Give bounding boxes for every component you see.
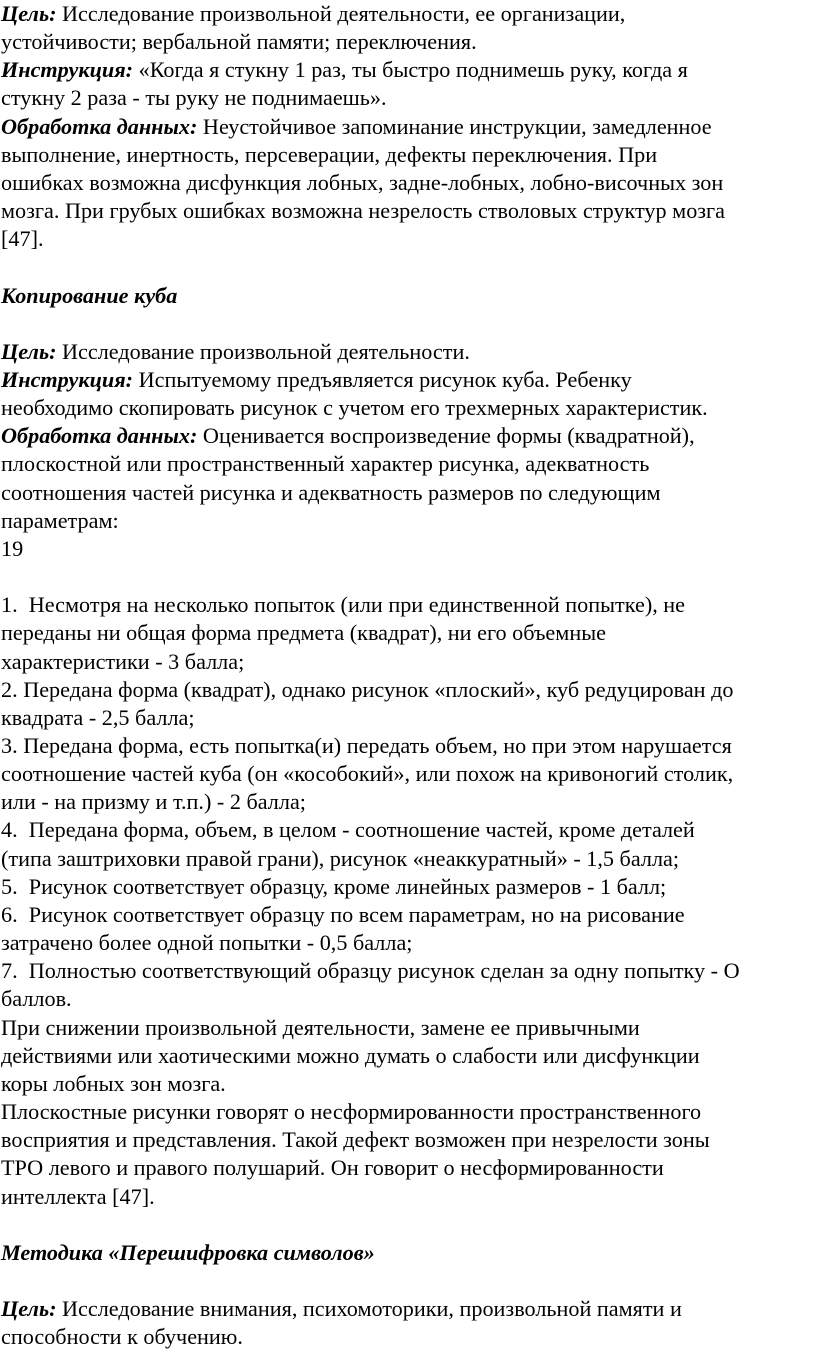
processing-line	[1, 422, 812, 450]
instruction-text-continued: необходимо скопировать рисунок с учетом его трехмерных характеристик.	[1, 395, 708, 421]
goal-label: Цель:	[1, 1, 57, 26]
scoring-list	[1, 591, 812, 1013]
processing-text-line: соотношения частей рисунка и адекватность размеров по следующим	[1, 479, 661, 505]
processing-text-line: плоскостной или пространственный характер рисунка, адекватность	[1, 451, 650, 477]
goal-text-continued: устойчивости; вербальной памяти; переключения.	[1, 29, 477, 55]
paragraph-line: интеллекта [47].	[1, 1183, 155, 1209]
goal-text-continued: способности к обучению.	[1, 1324, 243, 1350]
instruction-label: Инструкция:	[1, 367, 134, 392]
list-item: 6. Рисунок соответствует образцу по всем параметрам, но на рисование	[1, 901, 685, 927]
paragraph-line: действиями или хаотическими можно думать о слабости или дисфункции	[1, 1042, 700, 1068]
list-item: затрачено более одной попытки - 0,5 балла;	[1, 930, 413, 956]
instruction-text-continued: стукну 2 раза - ты руку не поднимаешь».	[1, 85, 387, 111]
list-item: 5. Рисунок соответствует образцу, кроме линейных размеров - 1 балл;	[1, 873, 667, 899]
list-item: 2. Передана форма (квадрат), однако рисунок «плоский», куб редуцирован до	[1, 676, 734, 702]
instruction-label: Инструкция:	[1, 57, 134, 83]
list-item: 3. Передана форма, есть попытка(и) передать объем, но при этом нарушается	[1, 733, 732, 759]
page-number: 19	[1, 535, 24, 561]
goal-label: Цель:	[1, 338, 57, 364]
goal-text: Исследование внимания, психомоторики, произвольной памяти и	[56, 1296, 682, 1322]
spacer	[1, 253, 812, 281]
list-item: соотношение частей куба (он «кособокий», или похож на кривоногий столик,	[1, 761, 734, 787]
paragraph-line: ТРО левого и правого полушарий. Он говорит о несформированности	[1, 1155, 664, 1181]
paragraph-planar	[1, 1098, 812, 1211]
instruction-line	[1, 56, 812, 84]
spacer	[1, 1211, 812, 1239]
paragraph-line: коры лобных зон мозга.	[1, 1070, 226, 1096]
processing-text-line: выполнение, инертность, персеверации, дефекты переключения. При	[1, 141, 658, 167]
list-item: переданы ни общая форма предмета (квадрат), ни его объемные	[1, 620, 606, 646]
goal-label: Цель:	[1, 1296, 57, 1322]
processing-text: Неустойчивое запоминание инструкции, замедленное	[197, 113, 712, 139]
processing-text-line: параметрам:	[1, 507, 119, 533]
list-item: 1. Несмотря на несколько попыток (или при единственной попытке), не	[1, 592, 686, 618]
processing-text-line: [47].	[1, 226, 44, 252]
list-item: 4. Передана форма, объем, в целом - соотношение частей, кроме деталей	[1, 817, 695, 843]
spacer	[1, 563, 812, 591]
section-heading-cube: Копирование куба	[1, 282, 178, 308]
spacer	[1, 1267, 812, 1295]
list-item: (типа заштриховки правой грани), рисунок «неаккуратный» - 1,5 балла;	[1, 845, 680, 871]
paragraph-line: При снижении произвольной деятельности, замене ее привычными	[1, 1014, 640, 1040]
section-heading-recoding: Методика «Перешифровка символов»	[1, 1239, 375, 1265]
instruction-text: «Когда я стукну 1 раз, ты быстро поднимешь руку, когда я	[133, 57, 688, 83]
paragraph-line: Плоскостные рисунки говорят о несформированности пространственного	[1, 1099, 702, 1125]
list-item: 7. Полностью соответствующий образцу рисунок сделан за одну попытку - О	[1, 958, 740, 984]
processing-label: Обработка данных:	[1, 113, 198, 139]
goal-text: Исследование произвольной деятельности.	[56, 338, 470, 364]
processing-text-line: мозга. При грубых ошибках возможна незрелость стволовых структур мозга	[1, 198, 726, 224]
goal-line	[1, 1295, 812, 1323]
instruction-line	[1, 366, 812, 394]
list-item: характеристики - 3 балла;	[1, 648, 245, 674]
list-item: или - на призму и т.п.) - 2 балла;	[1, 789, 306, 815]
goal-text: Исследование произвольной деятельности, ее организации,	[56, 1, 626, 26]
processing-text-line: ошибках возможна дисфункция лобных, задне-лобных, лобно-височных зон	[1, 169, 724, 195]
list-item: баллов.	[1, 986, 72, 1012]
processing-text: Оценивается воспроизведение формы (квадратной),	[197, 423, 695, 449]
instruction-text: Испытуемому предъявляется рисунок куба. Ребенку	[133, 367, 632, 392]
goal-line	[1, 338, 812, 366]
spacer	[1, 310, 812, 338]
paragraph-line: восприятия и представления. Такой дефект возможен при незрелости зоны	[1, 1127, 710, 1153]
processing-label: Обработка данных:	[1, 423, 198, 449]
goal-line	[1, 0, 812, 28]
processing-line	[1, 113, 812, 141]
paragraph-frontal	[1, 1014, 812, 1098]
list-item: квадрата - 2,5 балла;	[1, 704, 195, 730]
